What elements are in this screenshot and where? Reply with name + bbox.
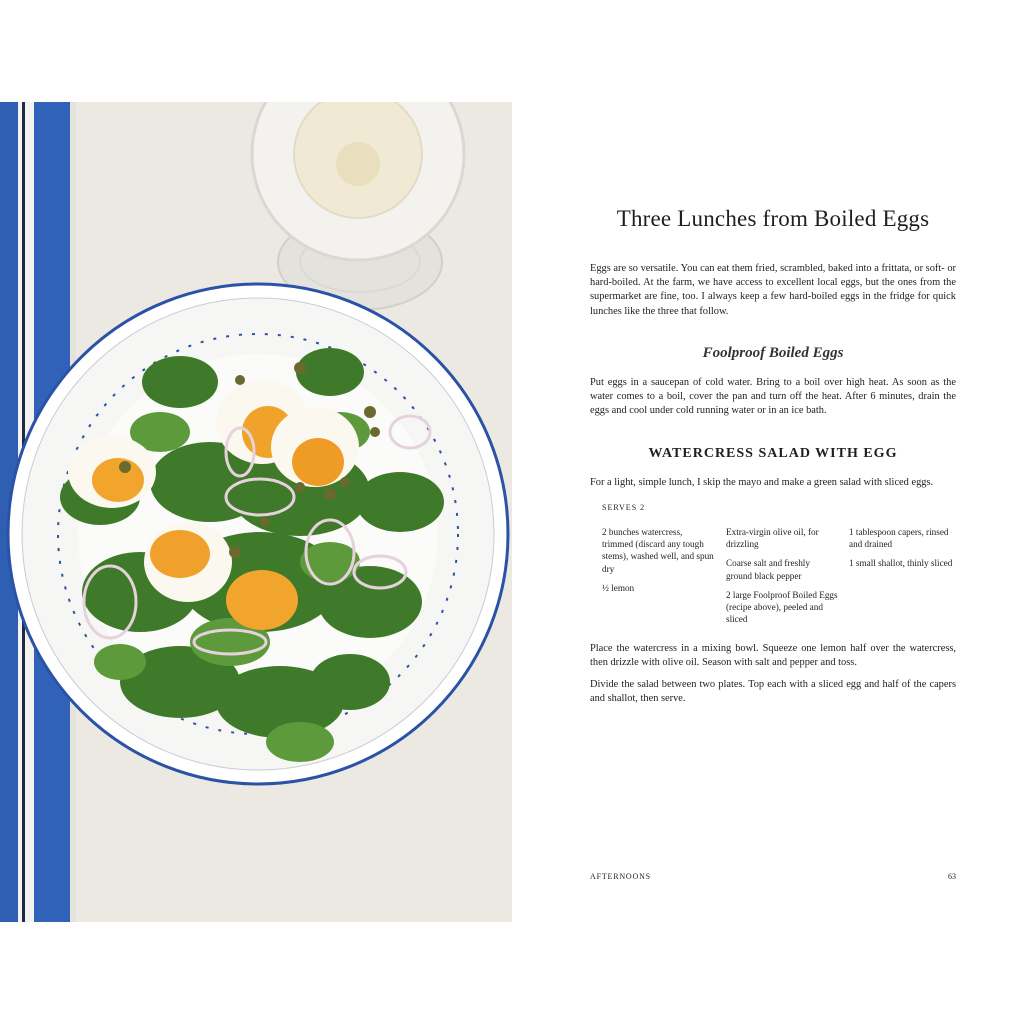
ingredient-item: Extra-virgin olive oil, for drizzling <box>726 527 819 550</box>
recipe-page <box>590 0 956 1024</box>
subrecipe-text: Put eggs in a saucepan of cold water. Bring to a boil over high heat. As soon as the water comes to a boil, cover the pan and turn off the heat. After 6 minutes, drain the eggs and cool under cold running water or in an ice bath. <box>590 377 956 417</box>
ingredient-item: Coarse salt and freshly ground black pepper <box>726 558 810 581</box>
subrecipe-title: Foolproof Boiled Eggs <box>702 345 844 361</box>
intro-paragraph: Eggs are so versatile. You can eat them fried, scrambled, baked into a frittata, or soft- or hard-boiled. At the farm, we have access to excellent local eggs, but the ones from the supermarket are fine, too. I always keep a few hard-boiled eggs in the fridge for quick lunches like the three that follow. <box>590 263 956 317</box>
serves-label: SERVES 2 <box>602 503 646 512</box>
page-title: Three Lunches from Boiled Eggs <box>616 206 930 231</box>
ingredient-item: 2 bunches watercress, trimmed (discard any tough stems), washed well, and spun dry <box>602 527 714 574</box>
recipe-headnote: For a light, simple lunch, I skip the mayo and make a green salad with sliced eggs. <box>590 477 934 488</box>
ingredients-column-2 <box>726 526 838 632</box>
method-step: Place the watercress in a mixing bowl. Squeeze one lemon half over the watercress, then drizzle with olive oil. Season with salt and pepper and toss. <box>590 643 956 669</box>
ingredients-column-1 <box>602 526 714 601</box>
ingredients-column-3 <box>849 526 961 577</box>
ingredient-item: 2 large Foolproof Boiled Eggs (recipe above), peeled and sliced <box>726 589 838 625</box>
running-footer-section: AFTERNOONS <box>590 872 651 881</box>
ingredient-item: ½ lemon <box>602 582 635 593</box>
method-step: Divide the salad between two plates. Top each with a sliced egg and half of the capers and shallot, then serve. <box>590 679 956 705</box>
salad-photo-icon <box>0 102 512 922</box>
salad-photo <box>0 102 512 922</box>
recipe-title: WATERCRESS SALAD WITH EGG <box>648 446 898 461</box>
ingredient-item: 1 tablespoon capers, rinsed and drained <box>849 527 949 550</box>
ingredient-item: 1 small shallot, thinly sliced <box>849 558 953 569</box>
page-number: 63 <box>948 872 956 881</box>
